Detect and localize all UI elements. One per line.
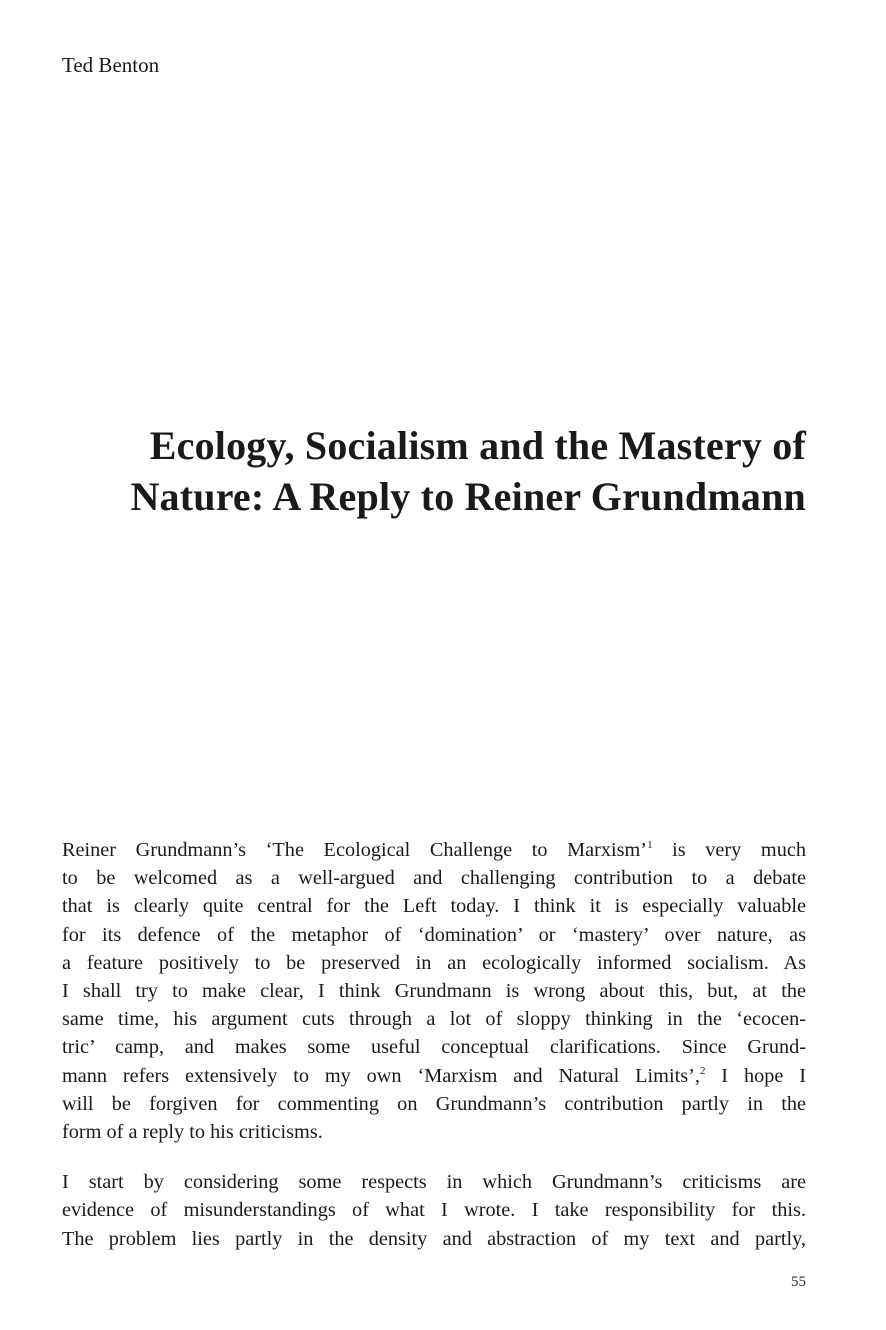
article-body	[62, 836, 806, 1253]
text-line: will be forgiven for commenting on Grundmann’s contribution partly in the	[62, 1092, 806, 1115]
text-line: The problem lies partly in the density and abstraction of my text and partly,	[62, 1227, 806, 1250]
footnote-ref-1: 1	[647, 839, 653, 851]
text-line: form of a reply to his criticisms.	[62, 1121, 323, 1144]
footnote-ref-2: 2	[699, 1064, 706, 1077]
paragraph-2	[62, 1168, 806, 1253]
title-line-2: Nature: A Reply to Reiner Grundmann	[130, 474, 806, 519]
text-line	[62, 836, 806, 864]
article-title	[62, 420, 806, 522]
line-text: mann refers extensively to my own ‘Marxism and Natural Limits’,	[62, 1064, 700, 1087]
title-line-1: Ecology, Socialism and the Mastery of	[149, 423, 806, 468]
text-line: I start by considering some respects in which Grundmann’s criticisms are	[62, 1171, 806, 1194]
text-line: a feature positively to be preserved in an ecologically informed socialism. As	[62, 951, 806, 974]
text-line: tric’ camp, and makes some useful conceptual clarifications. Since Grund-	[62, 1036, 806, 1059]
text-line: that is clearly quite central for the Left today. I think it is especially valuable	[62, 895, 806, 918]
text-line	[62, 1062, 806, 1090]
text-line: to be welcomed as a well-argued and challenging contribution to a debate	[62, 867, 806, 890]
text-line: I shall try to make clear, I think Grundmann is wrong about this, but, at the	[62, 980, 806, 1003]
line-text: Reiner Grundmann’s ‘The Ecological Challenge to Marxism’	[62, 839, 648, 861]
text-line: evidence of misunderstandings of what I wrote. I take responsibility for this.	[62, 1199, 806, 1222]
text-line: same time, his argument cuts through a lot of sloppy thinking in the ‘ecocen-	[62, 1008, 806, 1031]
paragraph-1	[62, 836, 806, 1146]
text-line: for its defence of the metaphor of ‘domination’ or ‘mastery’ over nature, as	[62, 923, 806, 946]
line-text-tail: is very much	[652, 839, 806, 861]
author-name: Ted Benton	[62, 53, 160, 77]
line-text-tail: I hope I	[705, 1064, 806, 1087]
page-number: 55	[791, 1274, 806, 1290]
